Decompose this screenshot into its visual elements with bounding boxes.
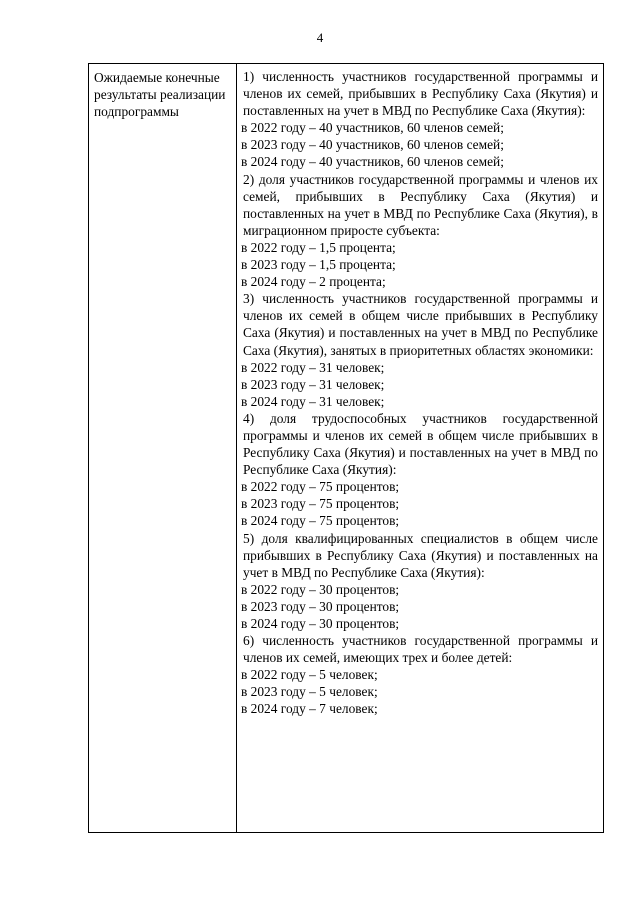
result-year-line: в 2023 году – 40 участников, 60 членов семей; <box>241 137 504 153</box>
result-item <box>241 632 598 717</box>
result-year-line: в 2023 году – 5 человек; <box>241 684 378 700</box>
result-item-lead: 1) численность участников государственной программы и членов их семей, прибывших в Республику Саха (Якутия) и поставленных на учет в МВД по Республике Саха (Якутия): <box>243 69 598 119</box>
result-item-lead: 5) доля квалифицированных специалистов в общем числе прибывших в Республику Саха (Якутия) и поставленных на учет в МВД по Республике Саха (Якутия): <box>243 530 598 580</box>
result-item-lead: 3) численность участников государственной программы и членов их семей в общем числе прибывших в Республику Саха (Якутия) и поставленных на учет в МВД по Республике Саха (Якутия), занятых в приоритетных областях экономики: <box>243 291 598 358</box>
result-year-line: в 2022 году – 40 участников, 60 членов семей; <box>241 120 504 136</box>
result-year-line: в 2024 году – 40 участников, 60 членов семей; <box>241 154 504 170</box>
result-item-lead: 4) доля трудоспособных участников государственной программы и членов их семей в общем числе прибывших в Республику Саха (Якутия) и поставленных на учет в МВД по Республике Саха (Якутия): <box>243 410 598 478</box>
result-year-line: в 2022 году – 5 человек; <box>241 667 378 683</box>
row-label: Ожидаемые конечные результаты реализации подпрограммы <box>94 70 226 119</box>
result-item <box>241 171 598 291</box>
result-year-line: в 2023 году – 1,5 процента; <box>241 257 396 273</box>
result-item <box>241 410 598 530</box>
results-cell <box>237 64 603 832</box>
result-item-lead: 6) численность участников государственной программы и членов их семей, имеющих трех и более детей: <box>243 633 598 666</box>
result-year-line: в 2023 году – 30 процентов; <box>241 598 400 614</box>
result-item <box>241 530 598 633</box>
result-year-line: в 2022 году – 75 процентов; <box>241 479 400 495</box>
result-year-line: в 2024 году – 75 процентов; <box>241 513 400 529</box>
result-year-line: в 2022 году – 30 процентов; <box>241 581 400 597</box>
result-year-line: в 2024 году – 2 процента; <box>241 274 386 290</box>
row-label-cell <box>89 64 237 832</box>
result-item <box>241 68 598 171</box>
result-year-line: в 2023 году – 31 человек; <box>241 376 385 392</box>
result-item <box>241 290 598 410</box>
page-number: 4 <box>316 30 324 45</box>
results-table <box>88 63 604 833</box>
result-year-line: в 2023 году – 75 процентов; <box>241 496 400 512</box>
result-year-line: в 2024 году – 30 процентов; <box>241 616 400 631</box>
result-item-lead: 2) доля участников государственной программы и членов их семей, прибывших в Республику Саха (Якутия) и поставленных на учет в МВД по Республике Саха (Якутия), в миграционном приросте субъекта: <box>243 171 598 238</box>
result-year-line: в 2022 году – 1,5 процента; <box>241 239 396 255</box>
result-year-line: в 2022 году – 31 человек; <box>241 359 385 375</box>
result-year-line: в 2024 году – 7 человек; <box>241 701 378 717</box>
result-year-line: в 2024 году – 31 человек; <box>241 393 385 409</box>
